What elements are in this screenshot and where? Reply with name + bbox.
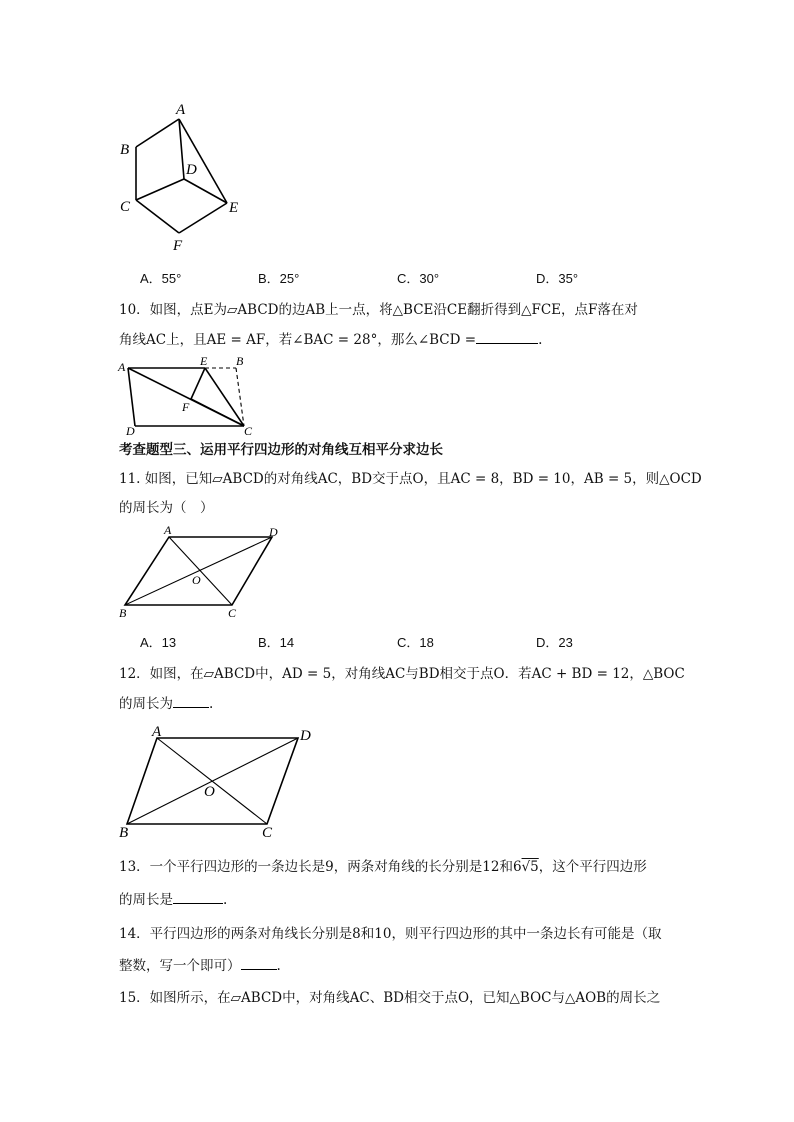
q12-answer-blank[interactable]	[173, 707, 209, 708]
q9-label-f: F	[173, 238, 183, 254]
section-heading: 考查题型三、运用平行四边形的对角线互相平分求边长	[119, 442, 443, 458]
q11-label-b: B	[119, 606, 127, 620]
q14-text-line1: 14．平行四边形的两条对角线长分别是8和10，则平行四边形的其中一条边长有可能是（取	[119, 926, 662, 942]
q13-line1-b: ，这个平行四边形	[538, 859, 647, 875]
q9-figure	[110, 96, 260, 256]
q13-text-line1	[119, 857, 647, 877]
q13-text-line2	[119, 890, 227, 910]
q14-text-line2	[119, 956, 281, 976]
q10-end: .	[538, 332, 543, 348]
q11-figure	[112, 524, 282, 624]
q15-text-line1: 15．如图所示，在▱ABCD中，对角线AC、BD相交于点O，已知△BOC与△AOB的周长之	[119, 990, 661, 1006]
q10-label-f: F	[182, 400, 190, 414]
q12-end: .	[209, 696, 214, 712]
q11-option-c: C．18	[397, 635, 434, 650]
q12-label-d: D	[300, 728, 311, 744]
q11-option-b: B．14	[258, 635, 295, 650]
q14-end: .	[276, 958, 281, 974]
q13-end: .	[223, 892, 228, 908]
q10-label-a: A	[118, 360, 126, 374]
q11-option-a: A．13	[140, 635, 177, 650]
q12-label-c: C	[262, 825, 273, 841]
q9-label-c: C	[120, 199, 131, 215]
q11-option-d: D．23	[536, 635, 573, 650]
q9-option-b: B．25°	[258, 271, 300, 286]
q14-line2-text: 整数，写一个即可）	[119, 958, 241, 974]
q11-text-line1: 11. 如图，已知▱ABCD的对角线AC，BD交于点O，且AC = 8，BD = 10，AB = 5，则△OCD	[119, 471, 702, 487]
q9-option-d: D．35°	[536, 271, 579, 286]
q10-figure	[114, 356, 259, 438]
q14-answer-blank[interactable]	[241, 969, 277, 970]
q12-text-line2	[119, 694, 213, 714]
q10-answer-blank[interactable]	[476, 343, 538, 344]
q10-text-line1: 10．如图，点E为▱ABCD的边AB上一点，将△BCE沿CE翻折得到△FCE，点F落在对	[119, 302, 638, 318]
q9-label-d: D	[186, 162, 197, 178]
q9-label-b: B	[120, 142, 130, 158]
q11-text-line2: 的周长为（ ）	[119, 500, 214, 516]
q9-option-c: C．30°	[397, 271, 440, 286]
q12-line2-text: 的周长为	[119, 696, 173, 712]
q12-figure	[112, 720, 322, 842]
q12-label-b: B	[119, 825, 129, 841]
q12-text-line1: 12．如图，在▱ABCD中，AD = 5，对角线AC与BD相交于点O．若AC + BD = 12，△BOC	[119, 666, 685, 682]
q12-label-o: O	[204, 784, 215, 800]
q11-label-c: C	[228, 606, 237, 620]
q9-label-e: E	[229, 200, 239, 216]
q9-label-a: A	[176, 102, 186, 118]
q10-label-c: C	[244, 424, 253, 438]
q13-radical: √5	[521, 859, 539, 875]
q11-label-o: O	[192, 573, 201, 587]
q11-label-a: A	[164, 524, 172, 537]
q10-label-d: D	[126, 424, 135, 438]
q10-label-b: B	[236, 356, 244, 368]
q13-answer-blank[interactable]	[173, 903, 223, 904]
q10-line2-text: 角线AC上，且AE = AF，若∠BAC = 28°，那么∠BCD =	[119, 332, 477, 348]
q13-line2-text: 的周长是	[119, 892, 173, 908]
q10-label-e: E	[200, 356, 208, 368]
q9-option-a: A．55°	[140, 271, 182, 286]
q11-label-d: D	[269, 525, 278, 539]
q13-line1-a: 13．一个平行四边形的一条边长是9，两条对角线的长分别是12和6	[119, 859, 522, 875]
q12-label-a: A	[152, 724, 162, 740]
q10-text-line2	[119, 330, 542, 350]
